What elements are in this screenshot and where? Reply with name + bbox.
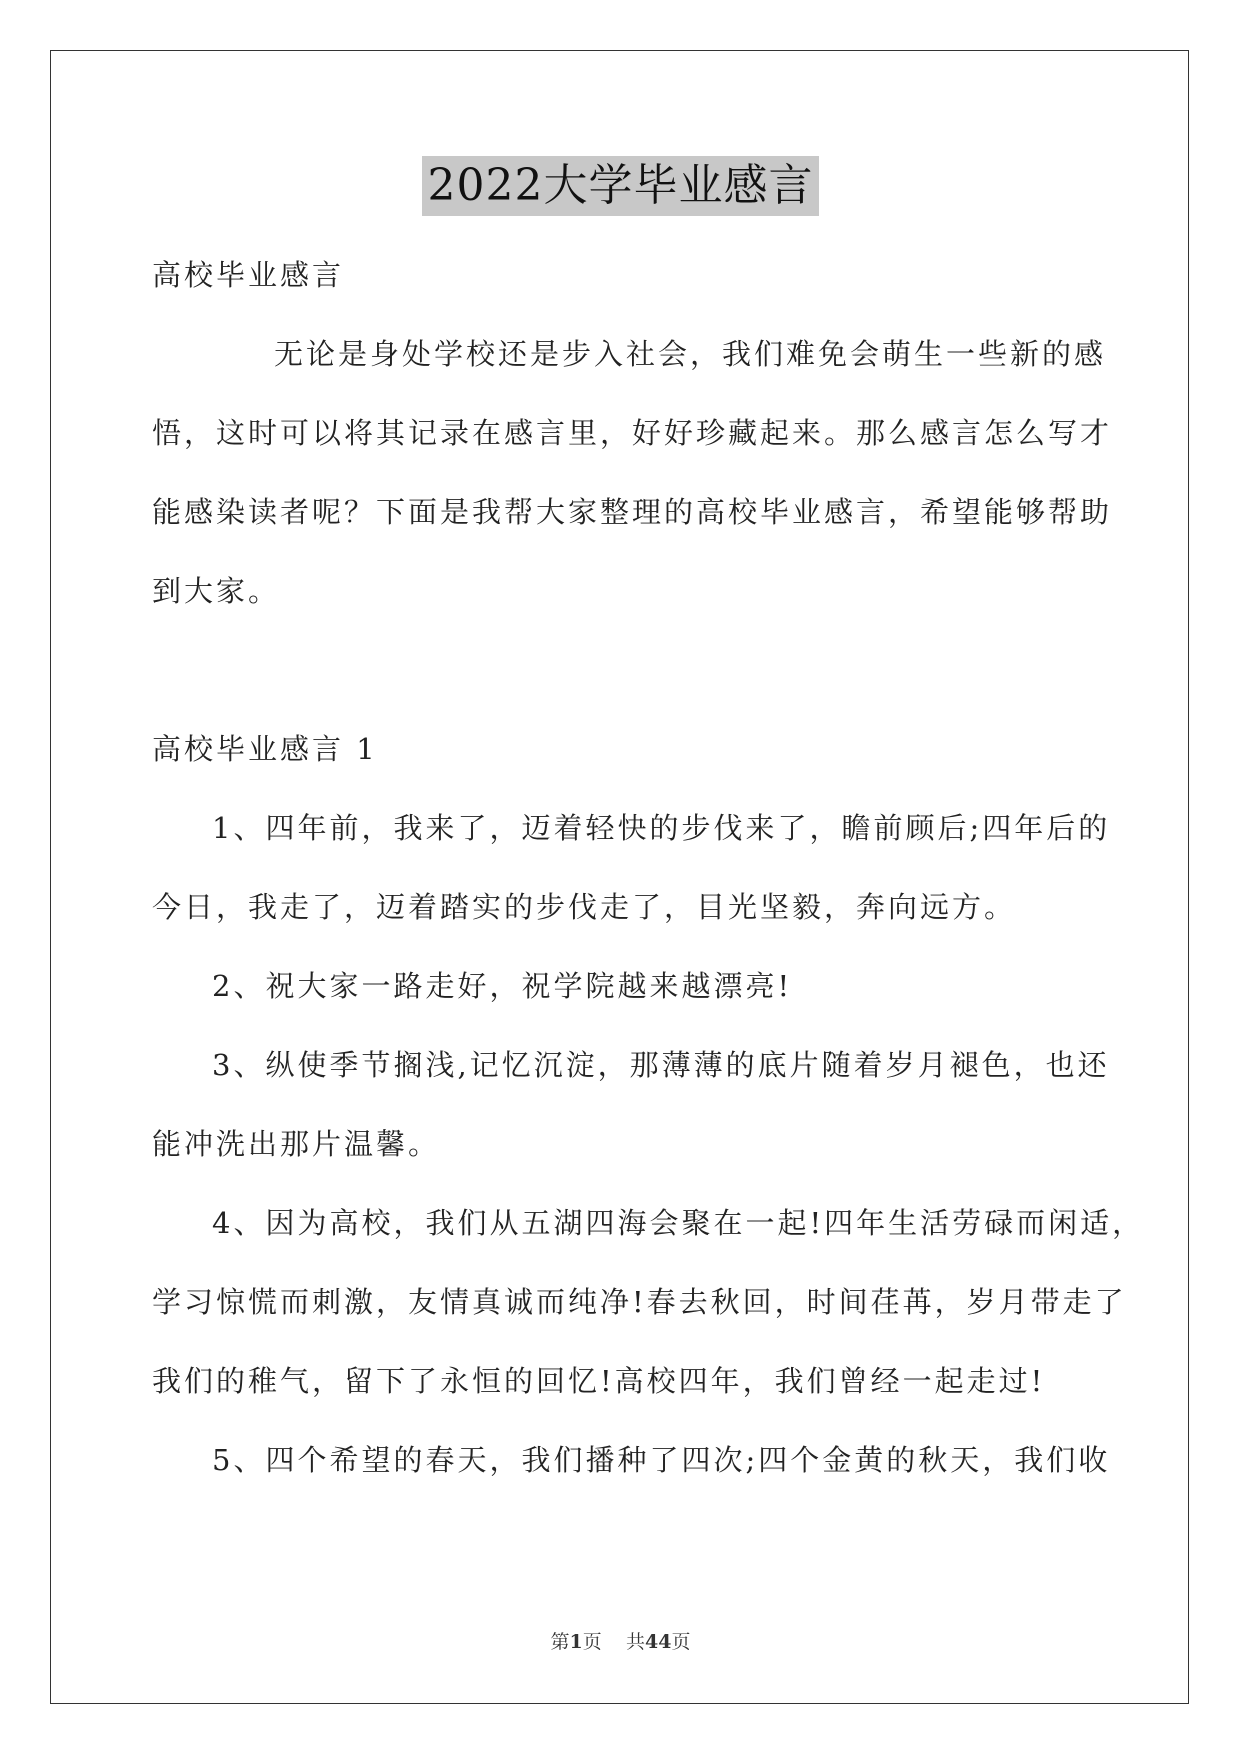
total-prefix: 共 bbox=[625, 1631, 645, 1653]
document-title-wrapper bbox=[0, 156, 1241, 216]
page-number: 1 bbox=[569, 1631, 583, 1653]
document-title: 2022大学毕业感言 bbox=[422, 156, 820, 216]
list-item-line: 能冲洗出那片温馨。 bbox=[152, 1127, 441, 1161]
page-suffix: 页 bbox=[582, 1631, 602, 1653]
list-item-line: 我们的稚气，留下了永恒的回忆!高校四年，我们曾经一起走过! bbox=[152, 1364, 1046, 1398]
heading: 高校毕业感言 bbox=[152, 258, 345, 292]
list-item-line: 4、因为高校，我们从五湖四海会聚在一起!四年生活劳碌而闲适， bbox=[212, 1206, 1145, 1240]
list-item-line: 5、四个希望的春天，我们播种了四次;四个金黄的秋天，我们收 bbox=[212, 1443, 1111, 1477]
total-pages: 44 bbox=[644, 1631, 672, 1653]
intro-line: 能感染读者呢？下面是我帮大家整理的高校毕业感言，希望能够帮助 bbox=[152, 495, 1113, 529]
intro-line: 到大家。 bbox=[152, 574, 281, 608]
page-prefix: 第 bbox=[550, 1631, 570, 1653]
list-item-line: 3、纵使季节搁浅,记忆沉淀，那薄薄的底片随着岁月褪色，也还 bbox=[212, 1048, 1110, 1082]
list-item-line: 今日，我走了，迈着踏实的步伐走了，目光坚毅，奔向远方。 bbox=[152, 890, 1017, 924]
total-suffix: 页 bbox=[671, 1631, 691, 1653]
page-footer bbox=[0, 1627, 1241, 1654]
intro-line: 悟，这时可以将其记录在感言里，好好珍藏起来。那么感言怎么写才 bbox=[152, 416, 1113, 450]
list-item-line: 1、四年前，我来了，迈着轻快的步伐来了，瞻前顾后;四年后的 bbox=[212, 811, 1111, 845]
document-body bbox=[152, 236, 1145, 1500]
spacer bbox=[152, 631, 1092, 710]
intro-line: 无论是身处学校还是步入社会，我们难免会萌生一些新的感 bbox=[274, 337, 1107, 371]
list-item-line: 2、祝大家一路走好，祝学院越来越漂亮! bbox=[212, 969, 793, 1003]
list-item-line: 学习惊慌而刺激，友情真诚而纯净!春去秋回，时间荏苒，岁月带走了 bbox=[152, 1285, 1127, 1319]
section-heading: 高校毕业感言 1 bbox=[152, 732, 378, 766]
